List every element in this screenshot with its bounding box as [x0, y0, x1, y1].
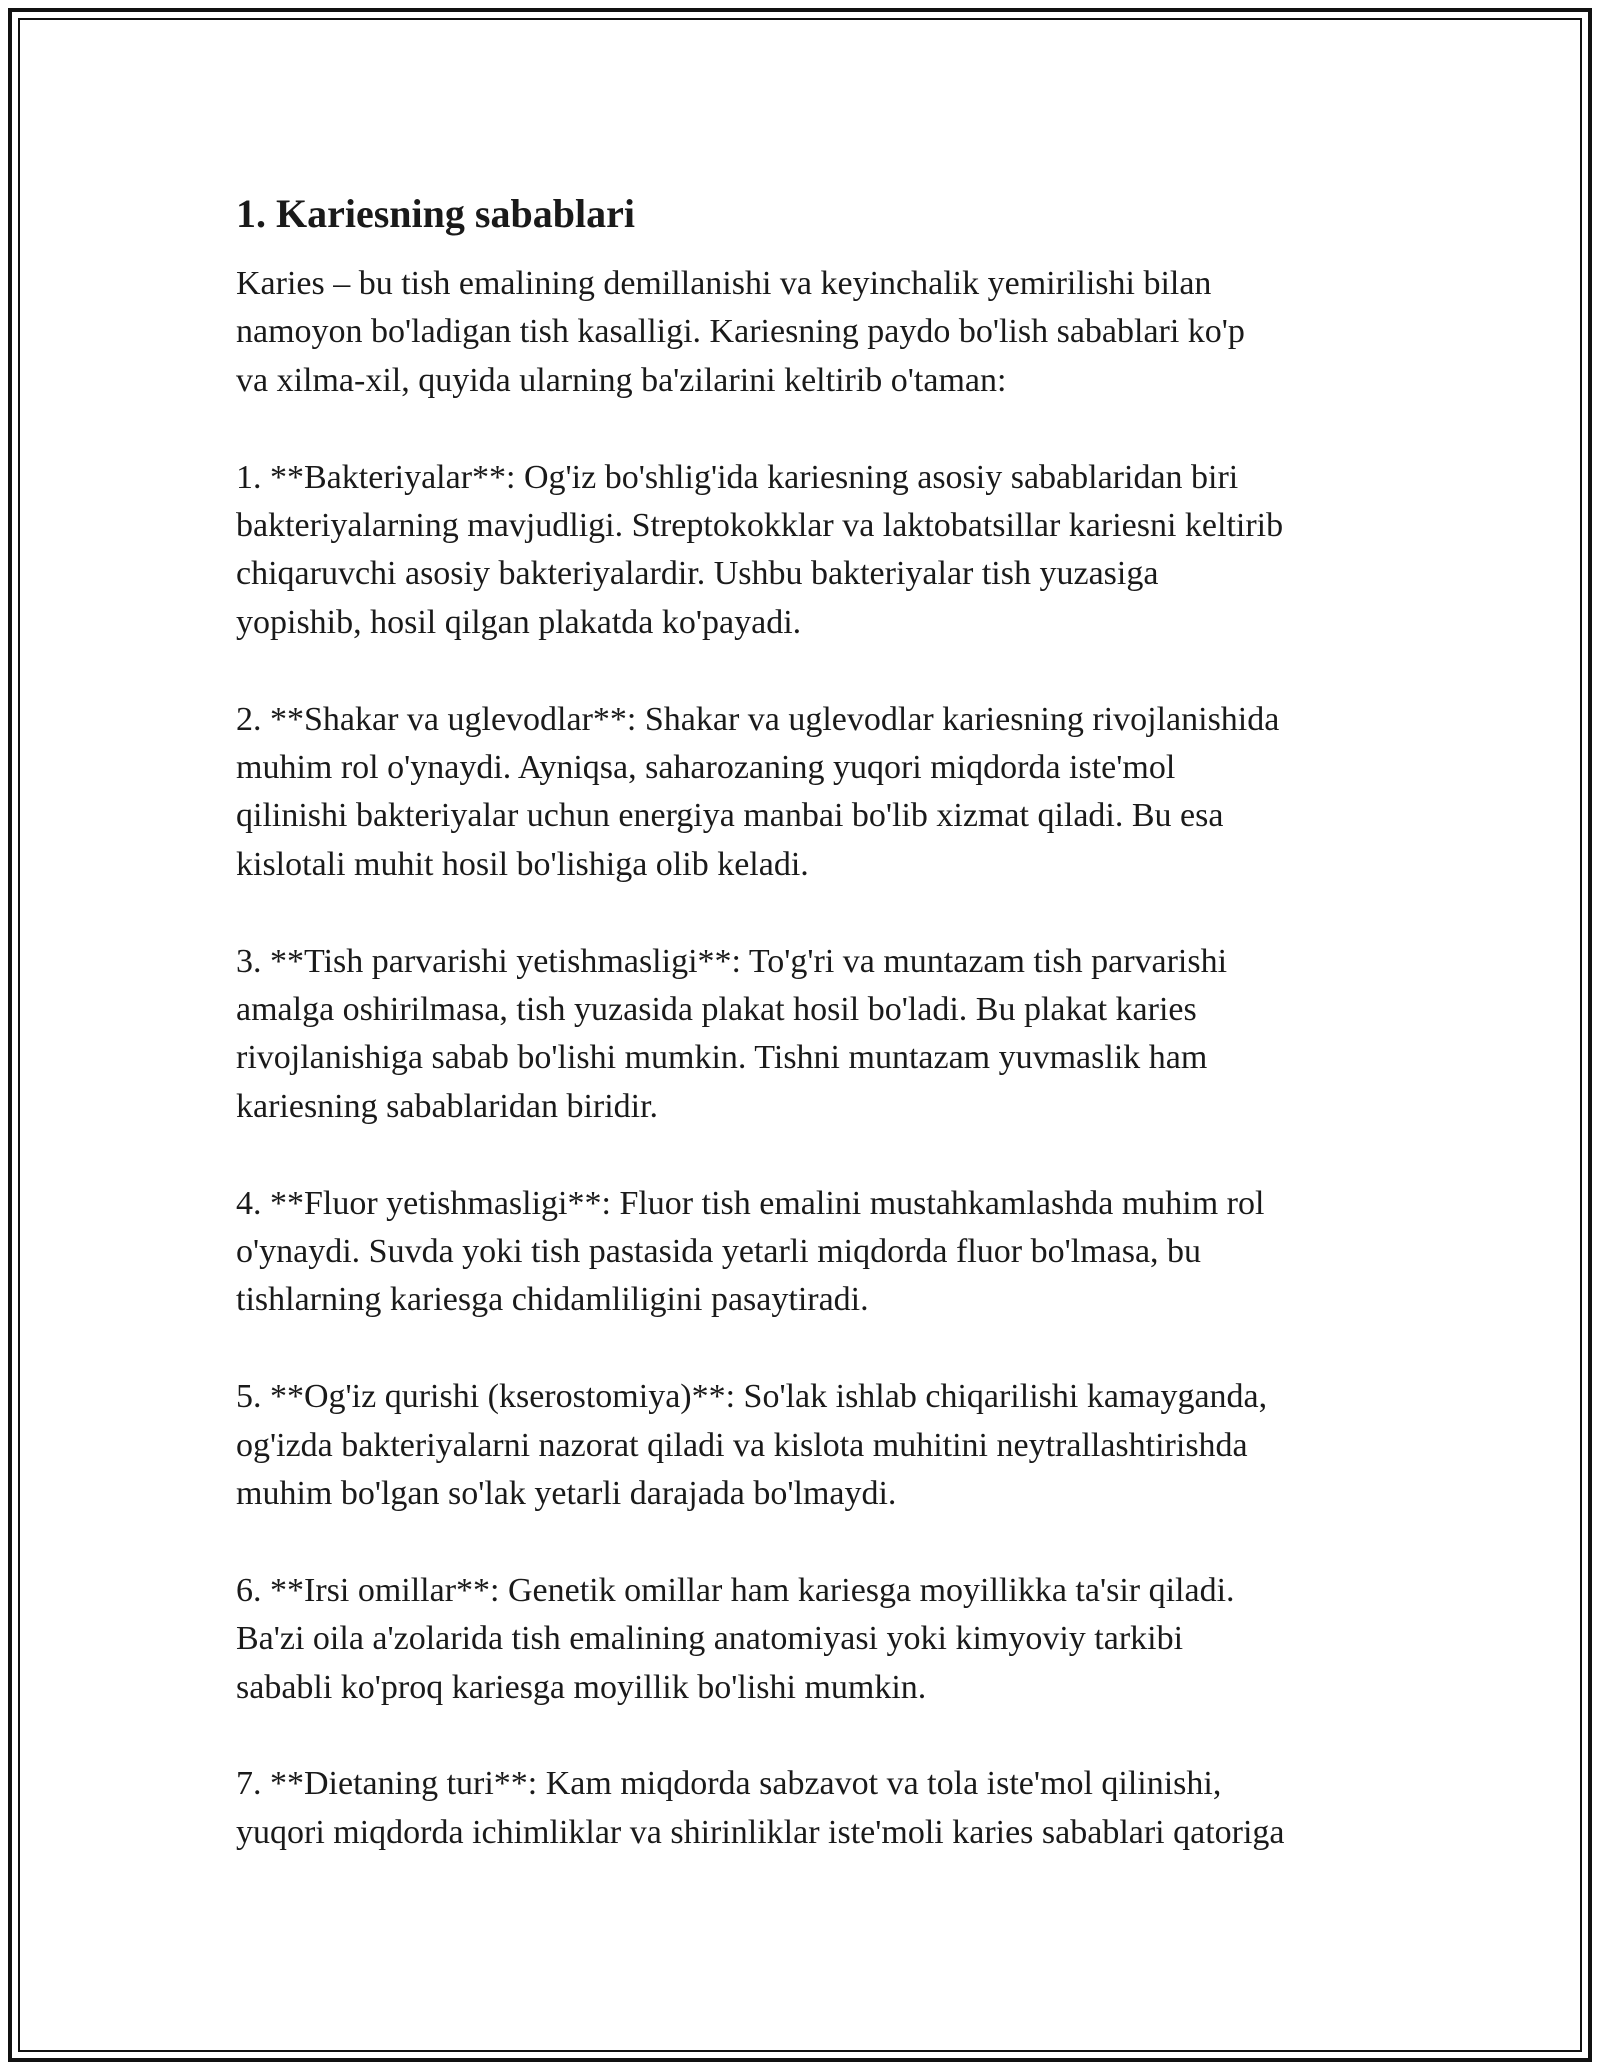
text-line: bakteriyalarning mavjudligi. Streptokokklar va laktobatsillar kariesni keltirib	[236, 507, 1284, 545]
document-body	[236, 186, 1376, 1906]
text-line: 2. **Shakar va uglevodlar**: Shakar va uglevodlar kariesning rivojlanishida	[236, 700, 1280, 738]
paragraph-item-6	[236, 1567, 1376, 1712]
text-line: chiqaruvchi asosiy bakteriyalardir. Ushbu bakteriyalar tish yuzasiga	[236, 555, 1159, 593]
text-line: tishlarning kariesga chidamliligini pasaytiradi.	[236, 1281, 869, 1319]
text-line: muhim bo'lgan so'lak yetarli darajada bo'lmaydi.	[236, 1475, 897, 1513]
text-line: yuqori miqdorda ichimliklar va shirinliklar iste'moli karies sabablari qatoriga	[236, 1813, 1285, 1851]
paragraph-intro	[236, 260, 1376, 405]
text-line: Karies – bu tish emalining demillanishi va keyinchalik yemirilishi bilan	[236, 265, 1212, 302]
text-line: amalga oshirilmasa, tish yuzasida plakat hosil bo'ladi. Bu plakat karies	[236, 991, 1197, 1029]
text-line: 7. **Dietaning turi**: Kam miqdorda sabzavot va tola iste'mol qilinishi,	[236, 1765, 1222, 1803]
text-line: rivojlanishiga sabab bo'lishi mumkin. Tishni muntazam yuvmaslik ham	[236, 1039, 1208, 1077]
text-line: 1. **Bakteriyalar**: Og'iz bo'shlig'ida kariesning asosiy sabablaridan biri	[236, 458, 1239, 496]
text-line: 6. **Irsi omillar**: Genetik omillar ham kariesga moyillikka ta'sir qiladi.	[236, 1571, 1235, 1609]
text-line: o'ynaydi. Suvda yoki tish pastasida yetarli miqdorda fluor bo'lmasa, bu	[236, 1233, 1202, 1271]
paragraph-item-2	[236, 696, 1376, 890]
text-line: 4. **Fluor yetishmasligi**: Fluor tish emalini mustahkamlashda muhim rol	[236, 1184, 1265, 1222]
text-line: qilinishi bakteriyalar uchun energiya manbai bo'lib xizmat qiladi. Bu esa	[236, 797, 1224, 835]
paragraph-item-1	[236, 454, 1376, 648]
text-line: namoyon bo'ladigan tish kasalligi. Kariesning paydo bo'lish sabablari ko'p	[236, 313, 1245, 351]
text-line: 5. **Og'iz qurishi (kserostomiya)**: So'lak ishlab chiqarilishi kamayganda,	[236, 1378, 1268, 1416]
section-heading: 1. Kariesning sabablari	[236, 191, 635, 236]
paragraph-item-7	[236, 1760, 1376, 1857]
text-line: kislotali muhit hosil bo'lishiga olib keladi.	[236, 845, 809, 883]
paragraph-item-4	[236, 1180, 1376, 1325]
text-line: og'izda bakteriyalarni nazorat qiladi va kislota muhitini neytrallashtirishda	[236, 1426, 1248, 1464]
text-line: kariesning sabablaridan biridir.	[236, 1087, 659, 1125]
text-line: va xilma-xil, quyida ularning ba'zilarini keltirib o'taman:	[236, 361, 1007, 399]
text-line: Ba'zi oila a'zolarida tish emalining anatomiyasi yoki kimyoviy tarkibi	[236, 1620, 1184, 1658]
paragraph-item-3	[236, 938, 1376, 1132]
text-line: yopishib, hosil qilgan plakatda ko'payadi.	[236, 603, 802, 641]
text-line: 3. **Tish parvarishi yetishmasligi**: To'g'ri va muntazam tish parvarishi	[236, 942, 1228, 980]
text-line: sababli ko'proq kariesga moyillik bo'lishi mumkin.	[236, 1668, 927, 1706]
paragraph-item-5	[236, 1373, 1376, 1518]
text-line: muhim rol o'ynaydi. Ayniqsa, saharozaning yuqori miqdorda iste'mol	[236, 749, 1176, 787]
